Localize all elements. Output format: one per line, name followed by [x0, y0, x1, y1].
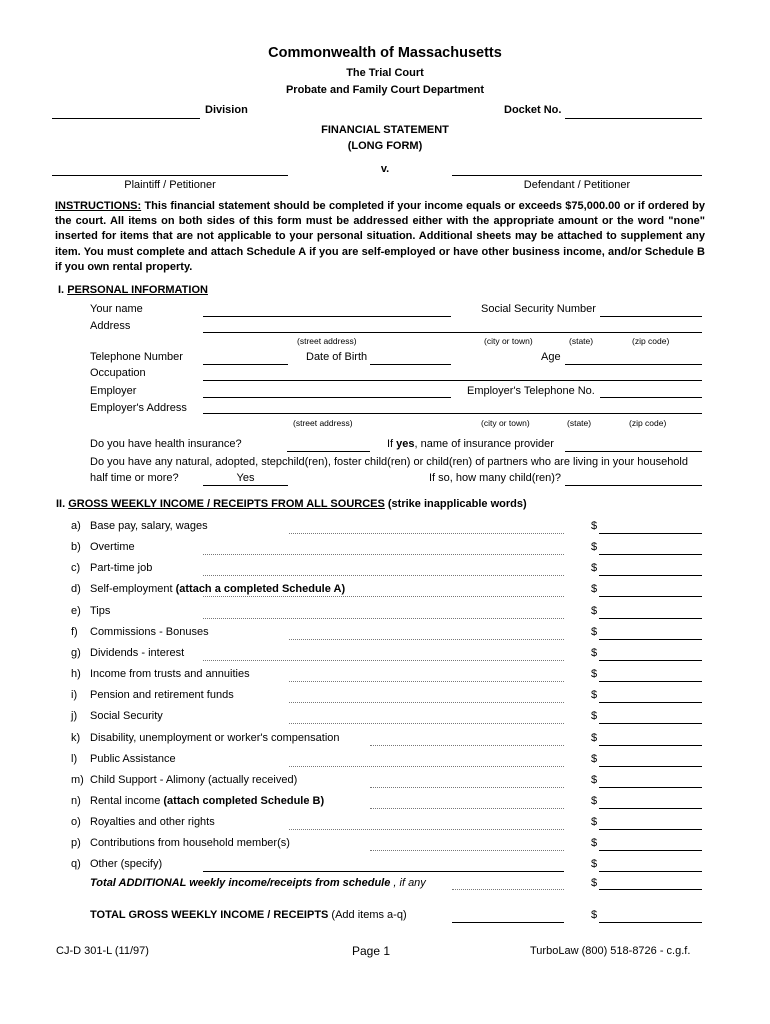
income-item-label: Public Assistance [90, 752, 176, 765]
income-item-amount-field[interactable] [599, 808, 702, 809]
income-item-label: Part-time job [90, 562, 153, 575]
publisher: TurboLaw (800) 518-8726 - c.g.f. [530, 945, 691, 957]
income-item-letter: b) [71, 541, 81, 554]
income-item-amount-field[interactable] [599, 766, 702, 767]
children-count-label: If so, how many child(ren)? [429, 472, 562, 484]
income-item-amount-field[interactable] [599, 829, 702, 830]
dollar-sign: $ [591, 731, 598, 744]
total-gross-dollar: $ [591, 909, 598, 921]
income-item-letter: q) [71, 858, 81, 871]
total-additional-dollar: $ [591, 877, 598, 889]
state-title: Commonwealth of Massachusetts [268, 45, 502, 61]
income-item-letter: a) [71, 520, 81, 532]
income-item-detail-field[interactable] [289, 533, 564, 534]
income-item-detail-field[interactable] [289, 829, 564, 830]
income-item-label: Disability, unemployment or worker's compensation [90, 731, 340, 744]
income-item-detail-field[interactable] [289, 766, 564, 767]
income-item-label: Overtime [90, 541, 135, 554]
total-additional-dotted-field[interactable] [452, 889, 564, 890]
income-item-detail-field[interactable] [289, 723, 564, 724]
children-question: Do you have any natural, adopted, stepchild(ren), foster child(ren) or child(ren) of partners who are living in your household [90, 456, 688, 468]
income-item-detail-field[interactable] [289, 681, 564, 682]
city-hint: (city or town) [484, 336, 533, 346]
dollar-sign: $ [591, 773, 598, 786]
income-item-detail-field[interactable] [203, 575, 564, 576]
half-time-field[interactable] [203, 485, 288, 486]
versus-label: v. [380, 163, 390, 175]
income-item-amount-field[interactable] [599, 850, 702, 851]
income-item-label: Royalties and other rights [90, 816, 215, 829]
ssn-field[interactable] [600, 316, 702, 317]
plaintiff-label: Plaintiff / Petitioner [124, 179, 216, 191]
employer-label: Employer [90, 385, 137, 397]
income-item-letter: p) [71, 837, 81, 850]
employer-city-hint: (city or town) [481, 418, 530, 428]
total-gross-amount[interactable] [599, 922, 702, 923]
half-time-answer[interactable]: Yes [236, 472, 255, 484]
income-item-detail-field[interactable] [289, 639, 564, 640]
income-item-label: Pension and retirement funds [90, 689, 234, 702]
instructions [55, 199, 705, 275]
state-hint: (state) [569, 336, 594, 346]
income-item-letter: d) [71, 583, 81, 596]
income-item-label: Commissions - Bonuses [90, 625, 209, 638]
section2-heading: II. GROSS WEEKLY INCOME / RECEIPTS FROM ALL SOURCES (strike inapplicable words) [56, 498, 527, 510]
income-item-amount-field[interactable] [599, 554, 702, 555]
court-name: The Trial Court [346, 67, 424, 79]
defendant-field[interactable] [452, 175, 702, 176]
income-item-letter: h) [71, 668, 81, 681]
instructions-label: INSTRUCTIONS: [55, 200, 142, 212]
instructions-text: This financial statement should be completed if your income equals or exceeds $75,000.00 or if ordered by the court. All items on both sides of this form must be addressed either with the appropriate amount or the word "none" inserted for items that are not applicable to your personal situation. Additional sheets may be attached to supplement any item. You must complete and attach Schedule A if you are self-employed or have other business income, and/or Schedule B if you own rental property. [55, 200, 705, 273]
employer-street-hint: (street address) [293, 418, 353, 428]
total-additional-label: Total ADDITIONAL weekly income/receipts from schedule , if any [90, 877, 426, 889]
address-field[interactable] [203, 332, 702, 333]
income-item-letter: l) [71, 752, 78, 765]
income-item-label: Rental income (attach completed Schedule B) [90, 794, 325, 807]
income-item-detail-field[interactable] [289, 702, 564, 703]
dollar-sign: $ [591, 625, 598, 638]
age-field[interactable] [565, 364, 702, 365]
dollar-sign: $ [591, 562, 598, 575]
income-item-detail-field[interactable] [203, 618, 564, 619]
employer-phone-label: Employer's Telephone No. [467, 385, 595, 397]
income-item-amount-field[interactable] [599, 575, 702, 576]
zip-hint: (zip code) [632, 336, 670, 346]
income-item-amount-field[interactable] [599, 660, 702, 661]
income-item-amount-field[interactable] [599, 787, 702, 788]
defendant-label: Defendant / Petitioner [523, 179, 631, 191]
income-item-amount-field[interactable] [599, 871, 702, 872]
income-item-amount-field[interactable] [599, 596, 702, 597]
income-item-amount-field[interactable] [599, 723, 702, 724]
income-item-detail-field[interactable] [370, 787, 564, 788]
insurance-provider-field[interactable] [565, 451, 702, 452]
plaintiff-field[interactable] [52, 175, 288, 176]
employer-address-field[interactable] [203, 413, 702, 414]
income-item-detail-field[interactable] [203, 660, 564, 661]
form-subtitle: (LONG FORM) [347, 140, 423, 152]
children-count-field[interactable] [565, 485, 702, 486]
income-item-letter: m) [71, 773, 84, 786]
dollar-sign: $ [591, 794, 598, 807]
dob-label: Date of Birth [306, 351, 368, 363]
income-item-letter: e) [71, 604, 81, 617]
ssn-label: Social Security Number [481, 303, 596, 315]
docket-field[interactable] [565, 118, 702, 119]
income-item-label: Other (specify) [90, 858, 163, 871]
total-gross-field[interactable] [452, 922, 564, 923]
dob-field[interactable] [370, 364, 451, 365]
health-insurance-question: Do you have health insurance? [90, 438, 242, 450]
income-item-detail-field[interactable] [370, 808, 564, 809]
income-item-detail-field[interactable] [203, 554, 564, 555]
dollar-sign: $ [591, 646, 598, 659]
page-number: Page 1 [352, 944, 391, 958]
dollar-sign: $ [591, 752, 598, 765]
total-gross-label: TOTAL GROSS WEEKLY INCOME / RECEIPTS (Add items a-q) [90, 909, 407, 921]
division-label: Division [205, 104, 248, 116]
occupation-field[interactable] [203, 380, 702, 381]
dollar-sign: $ [591, 668, 598, 681]
street-address-hint: (street address) [297, 336, 357, 346]
income-item-amount-field[interactable] [599, 745, 702, 746]
section1-heading: I. PERSONAL INFORMATION [58, 284, 208, 296]
dollar-sign: $ [591, 710, 598, 723]
income-item-letter: k) [71, 731, 81, 744]
department-name: Probate and Family Court Department [285, 84, 485, 96]
dollar-sign: $ [591, 816, 598, 829]
income-item-amount-field[interactable] [599, 618, 702, 619]
income-item-letter: j) [71, 710, 78, 723]
income-item-label: Child Support - Alimony (actually received) [90, 773, 298, 786]
employer-field[interactable] [203, 397, 451, 398]
your-name-field[interactable] [203, 316, 451, 317]
dollar-sign: $ [591, 689, 598, 702]
income-item-detail-field[interactable] [370, 850, 564, 851]
income-item-label: Base pay, salary, wages [90, 520, 208, 532]
docket-label: Docket No. [504, 104, 562, 116]
health-insurance-field[interactable] [287, 451, 370, 452]
insurance-provider-label: If yes, name of insurance provider [387, 438, 554, 450]
half-time-question: half time or more? [90, 472, 179, 484]
occupation-label: Occupation [90, 367, 146, 379]
telephone-label: Telephone Number [90, 351, 183, 363]
dollar-sign: $ [591, 583, 598, 596]
income-item-label: Self-employment (attach a completed Schedule A) [90, 583, 346, 596]
income-item-label: Contributions from household member(s) [90, 837, 290, 850]
income-item-amount-field[interactable] [599, 533, 702, 534]
your-name-label: Your name [90, 303, 143, 315]
address-label: Address [90, 320, 131, 332]
employer-phone-field[interactable] [600, 397, 702, 398]
income-item-label: Income from trusts and annuities [90, 668, 250, 681]
income-item-amount-field[interactable] [599, 702, 702, 703]
income-item-letter: f) [71, 625, 78, 638]
income-item-letter: o) [71, 816, 81, 829]
income-item-amount-field[interactable] [599, 681, 702, 682]
income-item-label: Social Security [90, 710, 163, 723]
form-title: FINANCIAL STATEMENT [321, 124, 449, 136]
dollar-sign: $ [591, 837, 598, 850]
income-item-label: Dividends - interest [90, 646, 185, 659]
telephone-field[interactable] [203, 364, 288, 365]
dollar-sign: $ [591, 541, 598, 554]
employer-address-label: Employer's Address [90, 402, 187, 414]
dollar-sign: $ [591, 520, 598, 532]
income-item-label: Tips [90, 604, 111, 617]
total-additional-amount[interactable] [599, 889, 702, 890]
income-item-detail-field[interactable] [203, 596, 564, 597]
employer-state-hint: (state) [567, 418, 592, 428]
income-item-letter: g) [71, 646, 81, 659]
income-item-letter: c) [71, 562, 81, 575]
age-label: Age [541, 351, 561, 363]
income-item-detail-field[interactable] [203, 871, 564, 872]
income-item-detail-field[interactable] [370, 745, 564, 746]
dollar-sign: $ [591, 858, 598, 871]
division-field[interactable] [52, 118, 200, 119]
form-code: CJ-D 301-L (11/97) [56, 945, 149, 957]
income-item-amount-field[interactable] [599, 639, 702, 640]
income-item-letter: n) [71, 794, 81, 807]
income-item-letter: i) [71, 689, 78, 702]
employer-zip-hint: (zip code) [629, 418, 667, 428]
dollar-sign: $ [591, 604, 598, 617]
